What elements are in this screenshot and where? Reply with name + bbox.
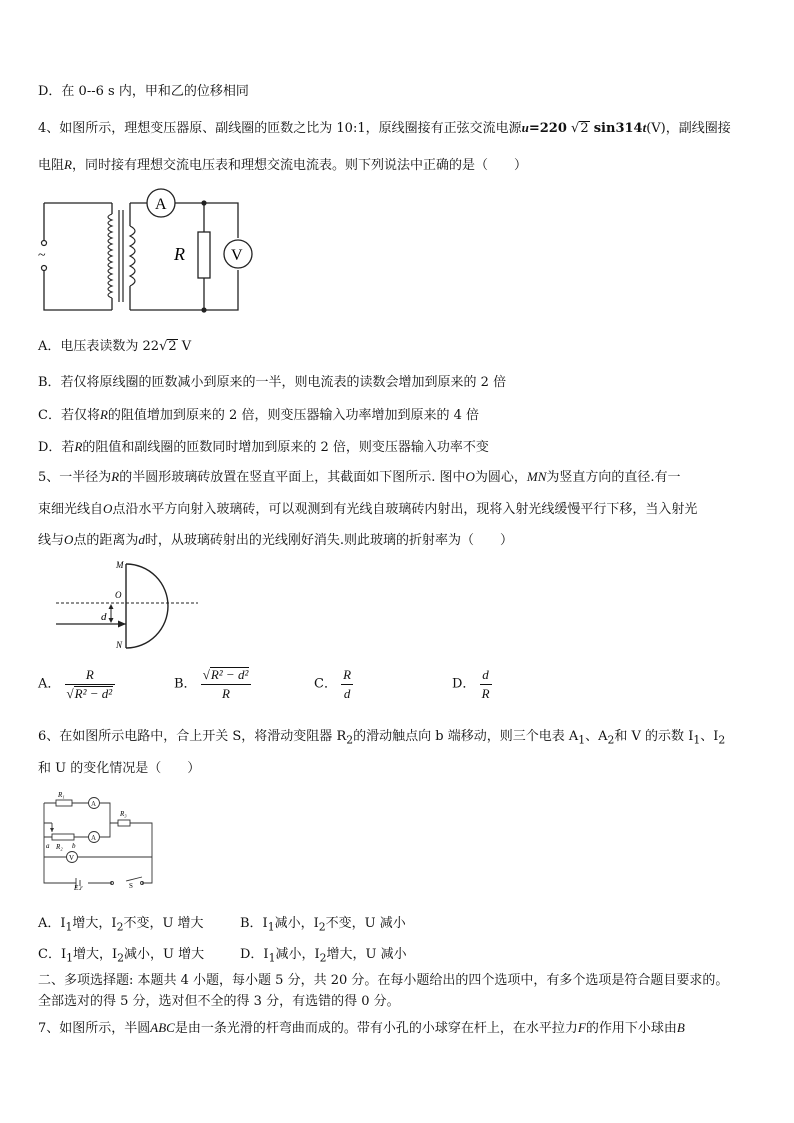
q7-stem-line1: 7、如图所示，半圆ABC是由一条光滑的杆弯曲而成的。带有小孔的小球穿在杆上，在水平拉力F的作用下小球由B [38,1020,685,1036]
q5-stem-line2: 束细光线自O点沿水平方向射入玻璃砖，可以观测到有光线自玻璃砖内射出，现将入射光线缓慢平行下移，当入射光 [38,501,698,517]
q6-stem-line2: 和 U 的变化情况是（ ） [38,761,201,776]
svg-text:A: A [91,800,97,808]
section2-instructions-line2: 全部选对的得 5 分，选对但不全的得 3 分，有选错的得 0 分。 [38,994,400,1009]
glass-semicircle [126,564,168,648]
q4-option-c: C．若仅将R的阻值增加到原来的 2 倍，则变压器输入功率增加到原来的 4 倍 [38,407,479,423]
resistor-icon [198,232,210,278]
q6-option-c: C．$I_1$增大，$I_2$减小，U 增大 [38,947,205,965]
label-V: V [69,854,75,862]
q4-stem-line1: 4、如图所示，理想变压器原、副线圈的匝数之比为 10:1，原线圈接有正弦交流电源u=220 √2 sin314t(V)，副线圈接 [38,120,731,136]
q4-transformer-circuit [34,186,274,314]
q6-option-b: B．$I_1$减小，$I_2$不变，U 减小 [240,916,406,934]
q5-stem-line3: 线与O点的距离为d时，从玻璃砖射出的光线刚好消失.则此玻璃的折射率为（ ） [38,532,514,548]
ammeter-label: A [155,196,167,213]
label-a: a [46,842,50,850]
q5-option-a: A． $\frac{R}{\text{√R² − d²}}$ [38,666,115,703]
label-O: O [115,590,122,600]
label-d: d [101,611,107,623]
q4-option-d: D．若R的阻值和副线圈的匝数同时增加到原来的 2 倍，则变压器输入功率不变 [38,439,489,455]
label-M: M [116,560,124,570]
q5-option-b: B． $\frac{\text{√R² − d²}}{R}$ [174,666,251,703]
q3-option-d: D．在 0--6 s 内，甲和乙的位移相同 [38,84,249,99]
label-R2: R₂ [56,843,63,851]
q4-stem-line2: 电阻R，同时接有理想交流电压表和理想交流电流表。则下列说法中正确的是（ ） [38,157,527,173]
label-N: N [116,640,123,650]
label-Er: E,r [74,884,83,890]
ac-source-symbol: ~ [38,248,46,263]
q6-circuit-figure [38,790,156,890]
q5-option-d: D． $\frac{d}{R}$ [452,667,490,701]
section2-instructions-line1: 二、多项选择题: 本题共 4 小题，每小题 5 分，共 20 分。在每小题给出的四个选项中，有多个选项是符合题目要求的。 [38,973,729,988]
voltmeter-label: V [231,247,243,264]
q6-option-a: A．$I_1$增大，$I_2$不变，U 增大 [38,916,204,934]
q4-option-a: A．电压表读数为 22√2 V [38,339,192,354]
label-R1: R₁ [58,791,65,799]
label-b: b [72,842,76,850]
label-R3: R₃ [120,810,127,818]
q6-option-d: D．$I_1$减小，$I_2$增大，U 减小 [240,947,407,965]
q5-semicircle-figure [52,558,202,654]
resistor-label: R [174,244,185,264]
q5-option-c: C． $\frac{R}{d}$ [314,667,352,701]
svg-text:A: A [91,834,97,842]
q5-stem-line1: 5、一半径为R的半圆形玻璃砖放置在竖直平面上，其截面如下图所示. 图中O为圆心，MN为竖直方向的直径.有一 [38,469,681,485]
label-S: S [129,882,133,890]
q4-option-b: B．若仅将原线圈的匝数减小到原来的一半，则电流表的读数会增加到原来的 2 倍 [38,375,507,390]
q6-stem-line1: 6、在如图所示电路中，合上开关 S，将滑动变阻器 $R_2$的滑动触点向 b 端移动，则三个电表 $A_1$、$A_2$和 V 的示数 $I_1$、$I_2$ [38,729,726,747]
